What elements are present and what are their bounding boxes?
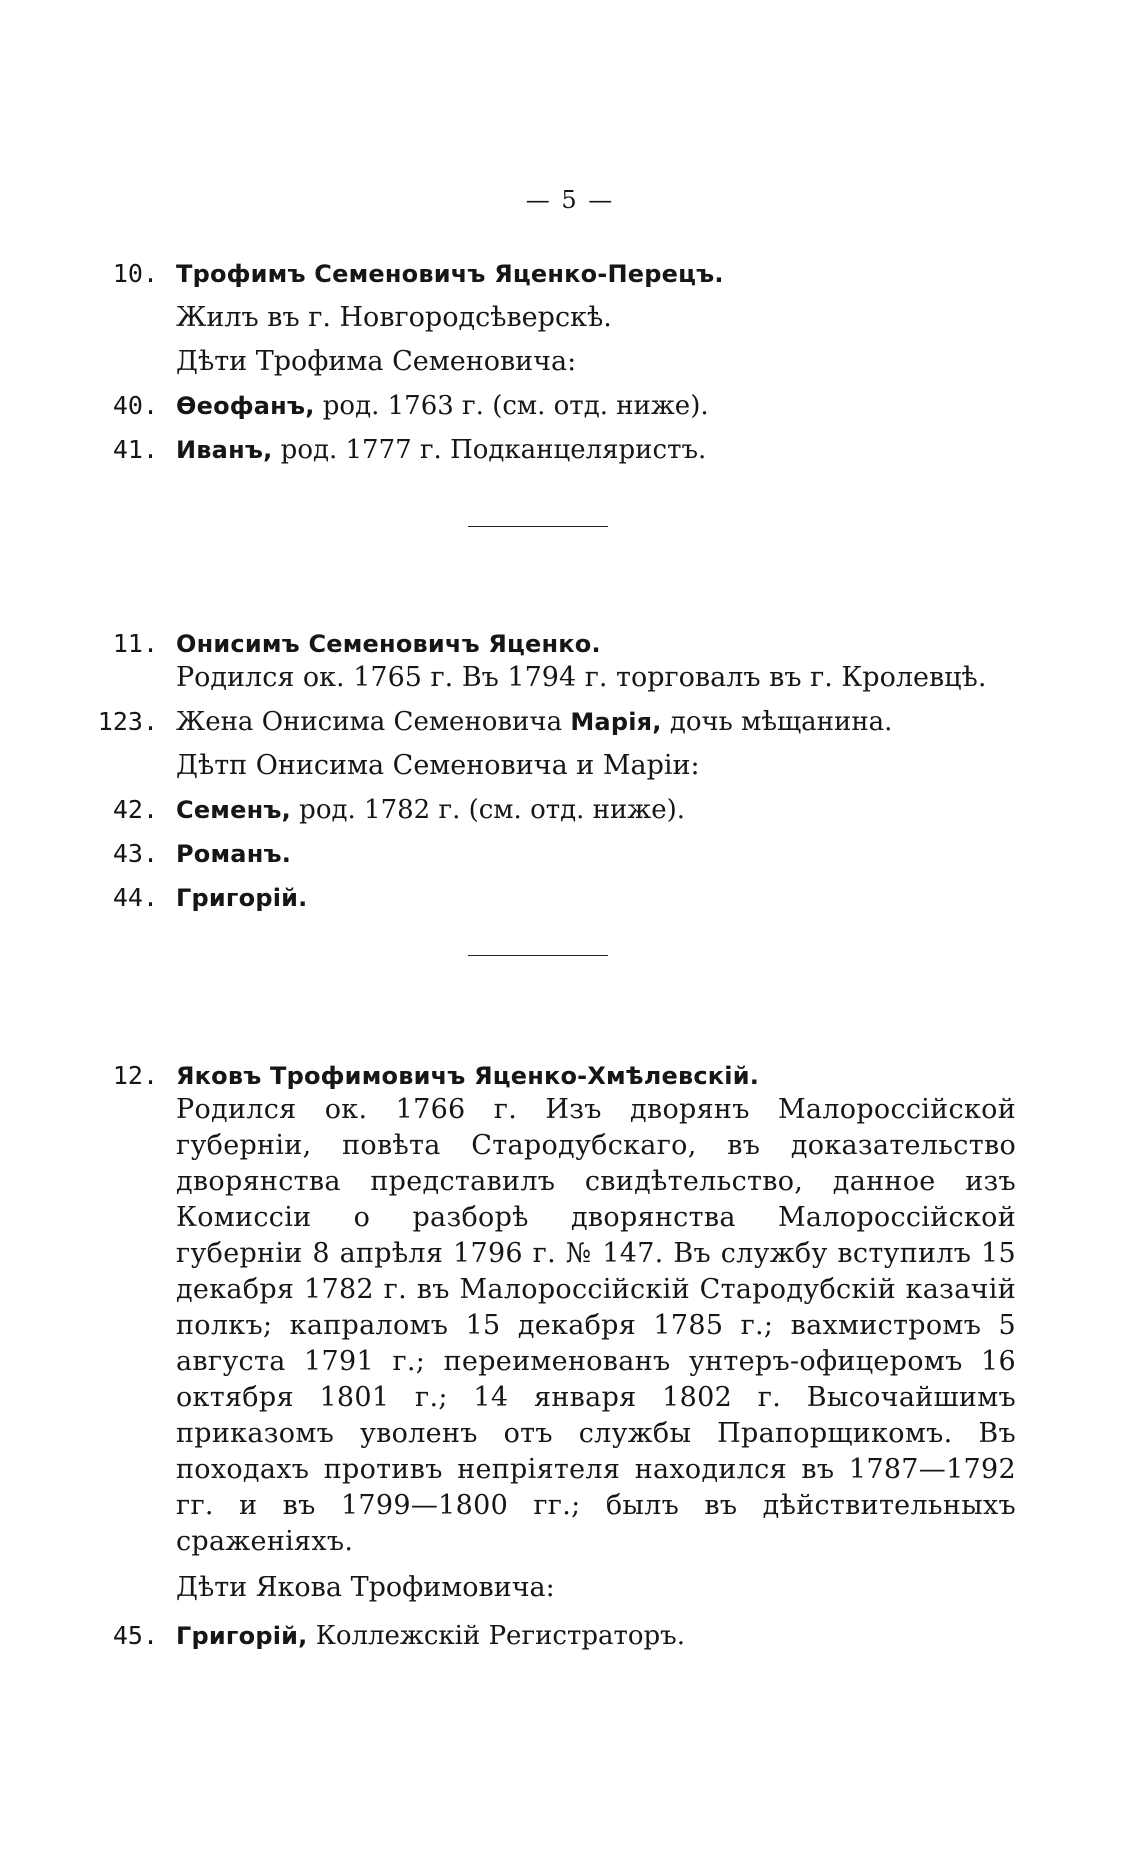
entry-number: 11 .	[92, 622, 158, 666]
section-divider	[468, 526, 608, 527]
child-number: 42 .	[92, 788, 158, 832]
children-heading: Дѣти Якова Трофимовича:	[176, 1572, 555, 1603]
child-number: 45 .	[92, 1614, 158, 1658]
child-details: род. 1763 г. (см. отд. ниже).	[314, 391, 709, 421]
genealogy-entry-10	[92, 252, 1012, 472]
wife-number: 123 .	[92, 700, 158, 744]
section-divider	[468, 955, 608, 956]
entry-heading	[92, 252, 1012, 296]
person-name: Трофимъ Семеновичъ Яценко-Перецъ.	[176, 260, 724, 288]
child-entry-42	[92, 788, 1012, 832]
person-name: Яковъ Трофимовичъ Яценко-Хмѣлевскій.	[176, 1062, 760, 1090]
child-name: Семенъ,	[176, 796, 291, 824]
child-number: 44 .	[92, 876, 158, 920]
biography-paragraph: Родился ок. 1766 г. Изъ дворянъ Малороссійской губерніи, повѣта Стародубскаго, въ доказательство дворянства представилъ свидѣтельство, данное изъ Комиссіи о разборѣ дворянства Малороссійской губерніи 8 апрѣля 1796 г. № 147. Въ службу вступилъ 15 декабря 1782 г. въ Малороссійскій Стародубскій казачій полкъ; капраломъ 15 декабря 1785 г.; вахмистромъ 5 августа 1791 г.; переименованъ унтеръ-офицеромъ 16 октября 1801 г.; 14 января 1802 г. Высочайшимъ приказомъ уволенъ отъ службы Прапорщикомъ. Въ походахъ противъ непріятеля находился въ 1787—1792 гг. и въ 1799—1800 гг.; былъ въ дѣйствительныхъ сраженіяхъ.	[176, 1094, 1016, 1557]
child-entry-44	[92, 876, 1012, 920]
wife-entry	[92, 700, 1012, 744]
child-name: Григорій.	[176, 884, 308, 912]
person-name: Онисимъ Семеновичъ Яценко.	[176, 630, 601, 658]
child-name: Иванъ,	[176, 436, 273, 464]
wife-text-after: дочь мѣщанина.	[661, 707, 893, 737]
child-details: род. 1777 г. Подканцеляристъ.	[272, 435, 707, 465]
child-entry-40	[92, 384, 1012, 428]
child-details: род. 1782 г. (см. отд. ниже).	[290, 795, 686, 825]
child-entry-43	[92, 832, 1012, 876]
wife-text-before: Жена Онисима Семеновича	[176, 707, 571, 737]
genealogy-entry-12	[92, 1054, 1016, 1658]
residence-line: Жилъ въ г. Новгородсѣверскѣ.	[176, 302, 612, 333]
children-heading: Дѣти Трофима Семеновича:	[176, 346, 577, 377]
entry-heading	[92, 1054, 1012, 1098]
entry-number: 12 .	[92, 1054, 158, 1098]
child-name: Ѳеофанъ,	[176, 392, 315, 420]
page-number: — 5 —	[525, 186, 615, 214]
child-entry-41	[92, 428, 1012, 472]
child-name: Григорій,	[176, 1622, 308, 1650]
genealogy-entry-11	[92, 622, 1012, 920]
child-entry-45	[92, 1614, 1012, 1658]
child-number: 41 .	[92, 428, 158, 472]
child-name: Романъ.	[176, 840, 292, 868]
children-heading: Дѣтп Онисима Семеновича и Маріи:	[176, 750, 700, 781]
child-number: 43 .	[92, 832, 158, 876]
wife-name: Марія,	[570, 708, 662, 736]
child-number: 40 .	[92, 384, 158, 428]
child-details: Коллежскій Регистраторъ.	[307, 1621, 685, 1651]
birth-line: Родился ок. 1765 г. Въ 1794 г. торговалъ въ г. Кролевцѣ.	[176, 662, 987, 693]
entry-number: 10 .	[92, 252, 158, 296]
